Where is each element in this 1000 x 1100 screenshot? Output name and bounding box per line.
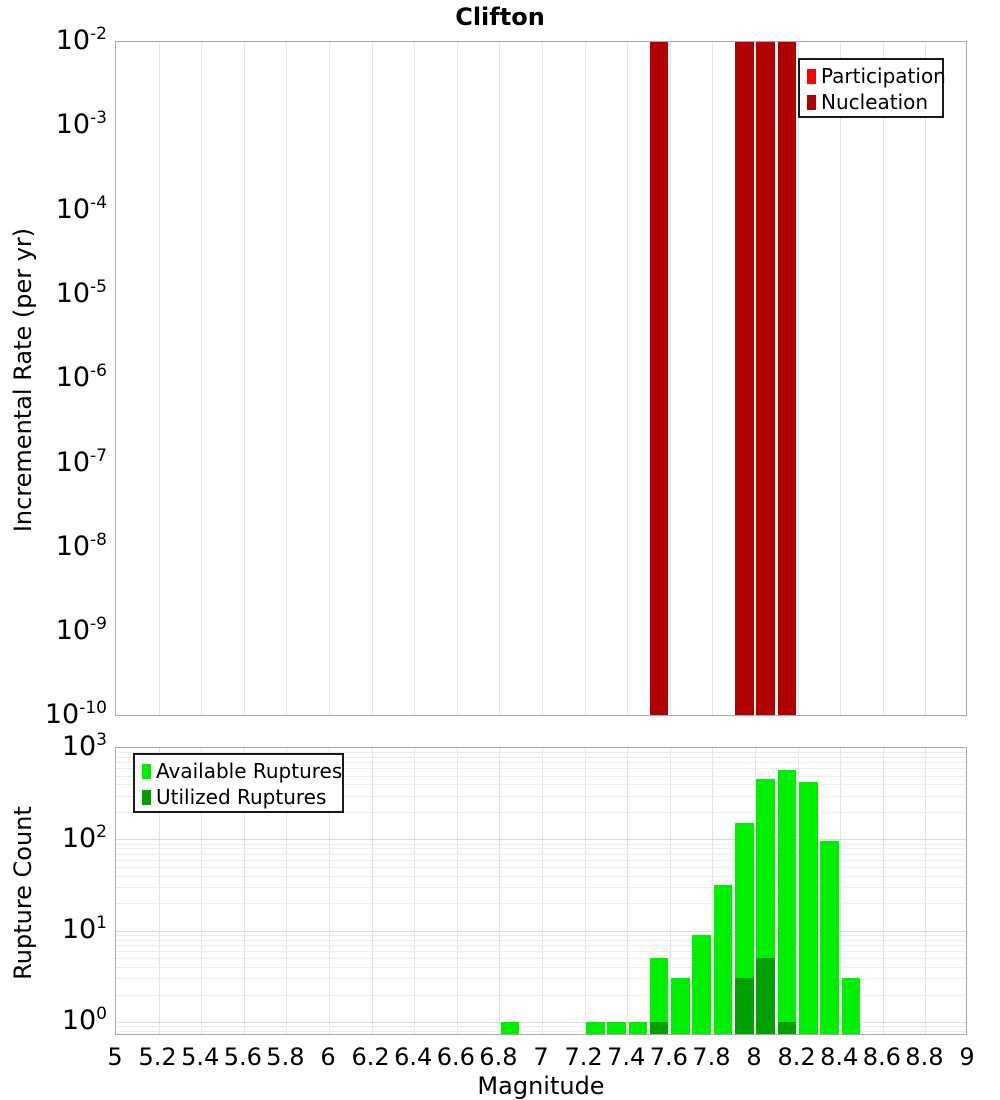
grid-line-vertical — [925, 42, 926, 715]
nucleation-legend-label: Nucleation — [821, 90, 929, 114]
y-tick-label: $10^{-2}$ — [55, 24, 107, 56]
grid-line-vertical — [329, 42, 330, 715]
available-ruptures-swatch — [142, 764, 151, 779]
y-tick-label: $10^{-9}$ — [55, 614, 107, 647]
utilized-bar — [756, 958, 775, 1035]
grid-line-vertical — [159, 42, 160, 715]
y-tick-label: $10^1$ — [61, 912, 107, 945]
grid-line-vertical — [925, 748, 926, 1034]
grid-line-vertical — [840, 42, 841, 715]
incremental-rate-axis-label: Incremental Rate (per yr) — [9, 227, 37, 533]
grid-line-vertical — [414, 42, 415, 715]
y-tick-label: $10^{-3}$ — [55, 108, 107, 141]
available-bar — [586, 1022, 605, 1035]
x-tick-label: 8 — [746, 1043, 762, 1071]
nucleation-swatch — [807, 95, 816, 110]
x-tick-label: 5.6 — [223, 1043, 262, 1071]
x-tick-label: 6.4 — [394, 1043, 433, 1071]
grid-line-vertical — [883, 748, 884, 1034]
utilized-ruptures-legend-label: Utilized Ruptures — [156, 785, 327, 809]
x-tick-label: 7.8 — [692, 1043, 731, 1071]
y-tick-label: $10^2$ — [61, 821, 107, 854]
grid-line-vertical — [585, 748, 586, 1034]
x-tick-label: 7.4 — [607, 1043, 646, 1071]
grid-line-vertical — [542, 748, 543, 1034]
magnitude-axis-label: Magnitude — [477, 1072, 605, 1100]
grid-line-vertical — [670, 42, 671, 715]
legend-row-utilized — [142, 784, 342, 810]
available-bar — [692, 935, 711, 1035]
grid-line-vertical — [201, 42, 202, 715]
grid-line-vertical — [457, 748, 458, 1034]
grid-line-vertical — [712, 42, 713, 715]
nucleation-bar — [778, 42, 797, 716]
participation-legend-label: Participation — [821, 64, 946, 88]
participation-swatch — [807, 69, 816, 84]
grid-line-vertical — [585, 42, 586, 715]
available-ruptures-legend-label: Available Ruptures — [156, 759, 343, 783]
y-tick-label: $10^{-8}$ — [55, 529, 107, 562]
available-bar — [799, 782, 818, 1035]
grid-line-vertical — [286, 42, 287, 715]
x-tick-label: 7 — [533, 1043, 549, 1071]
available-bar — [671, 978, 690, 1035]
nucleation-bar — [650, 42, 669, 716]
available-bar — [778, 770, 797, 1035]
x-tick-label: 5.4 — [181, 1043, 220, 1071]
y-tick-label: $10^0$ — [61, 1004, 107, 1037]
x-tick-label: 8.2 — [777, 1043, 816, 1071]
nucleation-bar — [735, 42, 754, 716]
x-tick-label: 8.4 — [820, 1043, 859, 1071]
grid-line-vertical — [883, 42, 884, 715]
x-tick-label: 8.8 — [905, 1043, 944, 1071]
grid-line-vertical — [414, 748, 415, 1034]
nucleation-bar — [756, 42, 775, 716]
legend-row-available — [142, 758, 342, 784]
legend-row-nucleation — [807, 89, 942, 115]
grid-line-vertical — [457, 42, 458, 715]
x-tick-label: 8.6 — [862, 1043, 901, 1071]
x-tick-label: 6.6 — [436, 1043, 475, 1071]
available-bar — [629, 1022, 648, 1035]
utilized-bar — [650, 1022, 669, 1035]
y-tick-label: $10^{-4}$ — [55, 192, 107, 225]
utilized-bar — [778, 1022, 797, 1035]
grid-line-vertical — [627, 42, 628, 715]
rupture-count-axis-label: Rupture Count — [9, 806, 37, 980]
page-title: Clifton — [455, 3, 545, 31]
utilized-ruptures-swatch — [142, 790, 151, 805]
x-tick-label: 5.8 — [266, 1043, 305, 1071]
grid-line-vertical — [372, 748, 373, 1034]
rate-legend — [798, 58, 944, 118]
x-tick-label: 6.8 — [479, 1043, 518, 1071]
x-tick-label: 7.6 — [649, 1043, 688, 1071]
legend-row-participation — [807, 63, 946, 89]
grid-line-vertical — [798, 42, 799, 715]
x-tick-label: 5.2 — [138, 1043, 177, 1071]
incremental-rate-plot — [115, 41, 967, 716]
grid-line-vertical — [372, 42, 373, 715]
grid-line-major — [116, 839, 966, 840]
available-bar — [714, 885, 733, 1035]
grid-line-vertical — [542, 42, 543, 715]
x-tick-label: 7.2 — [564, 1043, 603, 1071]
grid-line-vertical — [499, 748, 500, 1034]
grid-line-vertical — [627, 748, 628, 1034]
y-tick-label: $10^{-6}$ — [55, 361, 107, 394]
available-bar — [607, 1022, 626, 1035]
x-tick-label: 5 — [107, 1043, 123, 1071]
y-tick-label: $10^{-5}$ — [55, 276, 107, 309]
y-tick-label: $10^{-10}$ — [44, 698, 107, 731]
x-tick-label: 6.2 — [351, 1043, 390, 1071]
grid-line-vertical — [244, 42, 245, 715]
x-tick-label: 9 — [959, 1043, 975, 1071]
available-bar — [820, 841, 839, 1035]
utilized-bar — [735, 978, 754, 1035]
grid-line-vertical — [499, 42, 500, 715]
x-tick-label: 6 — [320, 1043, 336, 1071]
available-bar — [842, 978, 861, 1035]
rupture-legend — [133, 753, 344, 813]
y-tick-label: $10^3$ — [61, 730, 107, 763]
y-tick-label: $10^{-7}$ — [55, 445, 107, 478]
available-bar — [501, 1022, 520, 1035]
